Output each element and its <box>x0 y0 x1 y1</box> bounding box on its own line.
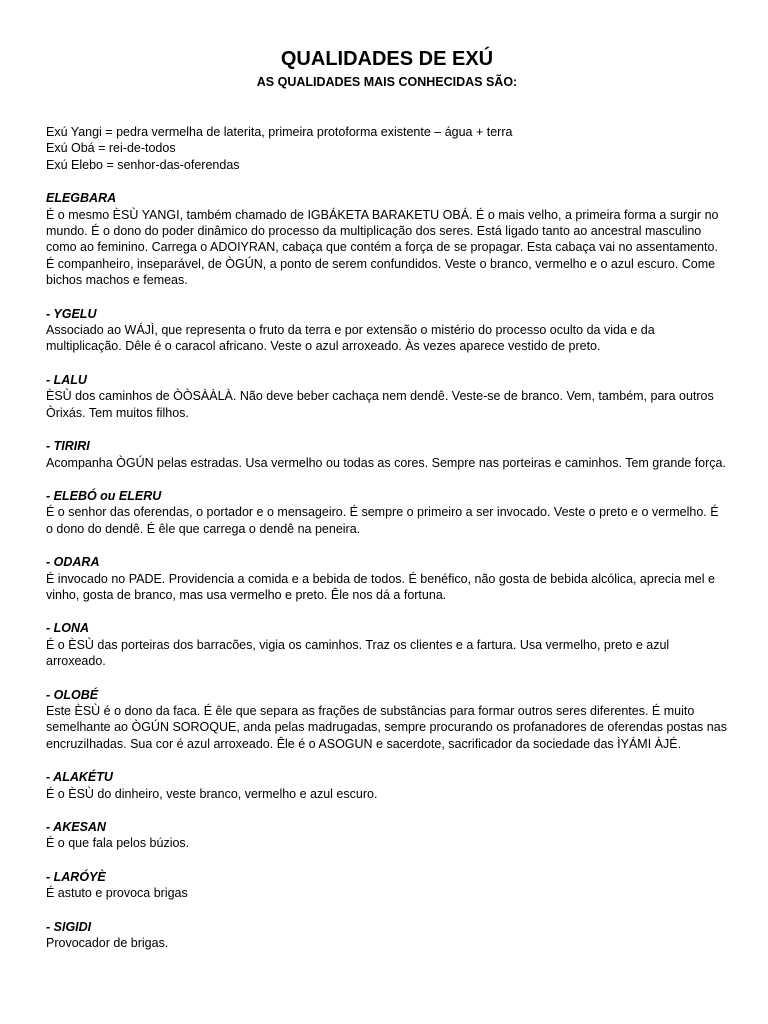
section-laroye <box>46 869 728 902</box>
section-elebo <box>46 488 728 537</box>
section-heading: - TIRIRI <box>46 439 90 454</box>
section-olobe <box>46 687 728 753</box>
section-text: É astuto e provoca brigas <box>46 886 188 901</box>
intro-line: Exú Yangi = pedra vermelha de laterita, primeira protoforma existente – água + terra <box>46 125 513 139</box>
section-text: É o que fala pelos búzios. <box>46 836 190 851</box>
section-ygelu <box>46 306 728 355</box>
section-heading: - LARÓYÈ <box>46 869 106 884</box>
section-text: Este ÈSÙ é o dono da faca. É êle que separa as frações de substâncias para formar outros seres diferentes. É muito semelhante ao ÒGÚN SOROQUE, anda pelas madrugadas, sempre procurando os profanadores de oferendas postas nas encruzilhadas. Sua cor é azul arroxeado. Êle é o ASOGUN e sacerdote, sacrificador da sociedade das ÌYÁMI ÀJÉ. <box>46 703 727 751</box>
section-heading: - LONA <box>46 621 90 636</box>
section-text: É o ÈSÙ do dinheiro, veste branco, vermelho e azul escuro. <box>46 786 378 801</box>
section-elegbara <box>46 190 728 288</box>
section-heading: - AKESAN <box>46 820 106 834</box>
section-akesan <box>46 819 728 852</box>
section-heading: - ELEBÓ ou ELERU <box>46 488 162 503</box>
section-alaketu <box>46 769 728 802</box>
section-heading: - LALU <box>46 372 87 387</box>
section-sigidi <box>46 919 728 952</box>
section-heading: - SIGIDI <box>46 919 92 934</box>
section-heading: - ODARA <box>46 555 100 570</box>
section-text: ÈSÙ dos caminhos de ÒÒSÀÀLÀ. Não deve beber cachaça nem dendê. Veste-se de branco. Vem, também, para outros Òrixás. Tem muitos filhos. <box>46 389 714 420</box>
section-text: Associado ao WÁJÌ, que representa o fruto da terra e por extensão o mistério do processo oculto da vida e da multiplicação. Dêle é o caracol africano. Veste o azul arroxeado. Às vezes aparece vestido de preto. <box>46 323 655 354</box>
section-text: É invocado no PADE. Providencia a comida e a bebida de todos. É benéfico, não gosta de bebida alcólica, aprecia mel e vinho, gosta de branco, mas usa vermelho e preto. Êle nos dá a fortuna. <box>46 571 715 602</box>
intro-line: Exú Elebo = senhor-das-oferendas <box>46 157 240 172</box>
intro-block <box>46 124 728 173</box>
section-lalu <box>46 372 728 421</box>
section-tiriri <box>46 438 728 471</box>
section-heading: - OLOBÉ <box>46 687 99 702</box>
page-title: QUALIDADES DE EXÚ <box>280 48 494 70</box>
intro-line: Exú Obá = rei-de-todos <box>46 141 176 156</box>
page-subtitle: AS QUALIDADES MAIS CONHECIDAS SÃO: <box>256 75 518 89</box>
section-heading: ELEGBARA <box>46 191 117 206</box>
section-text: Acompanha ÒGÚN pelas estradas. Usa vermelho ou todas as cores. Sempre nas porteiras e caminhos. Tem grande força. <box>46 455 726 470</box>
section-heading: - ALAKÉTU <box>46 770 113 785</box>
section-lona <box>46 620 728 669</box>
section-odara <box>46 554 728 603</box>
section-text: É o mesmo ÈSÙ YANGI, também chamado de IGBÁKETA BARAKETU OBÁ. É o mais velho, a primeira forma a surgir no mundo. É o dono do poder dinâmico do processo da multiplicação dos seres. Está ligado tanto ao ancestral masculino como ao feminino. Carrega o ADOIYRAN, cabaça que contém a força de se propagar. Esta cabaça vai no assentamento. É companheiro, inseparável, de ÒGÚN, a ponto de serem confundidos. Veste o branco, vermelho e o azul escuro. Come bichos machos e femeas. <box>46 207 719 288</box>
section-text: É o senhor das oferendas, o portador e o mensageiro. É sempre o primeiro a ser invocado. Veste o preto e o vermelho. É o dono do dendê. É êle que carrega o dendê na peneira. <box>46 505 719 536</box>
section-text: É o ÈSÙ das porteiras dos barracões, vigia os caminhos. Traz os clientes e a fartura. Usa vermelho, preto e azul arroxeado. <box>46 637 670 669</box>
section-heading: - YGELU <box>46 306 97 321</box>
section-text: Provocador de brigas. <box>46 936 169 951</box>
